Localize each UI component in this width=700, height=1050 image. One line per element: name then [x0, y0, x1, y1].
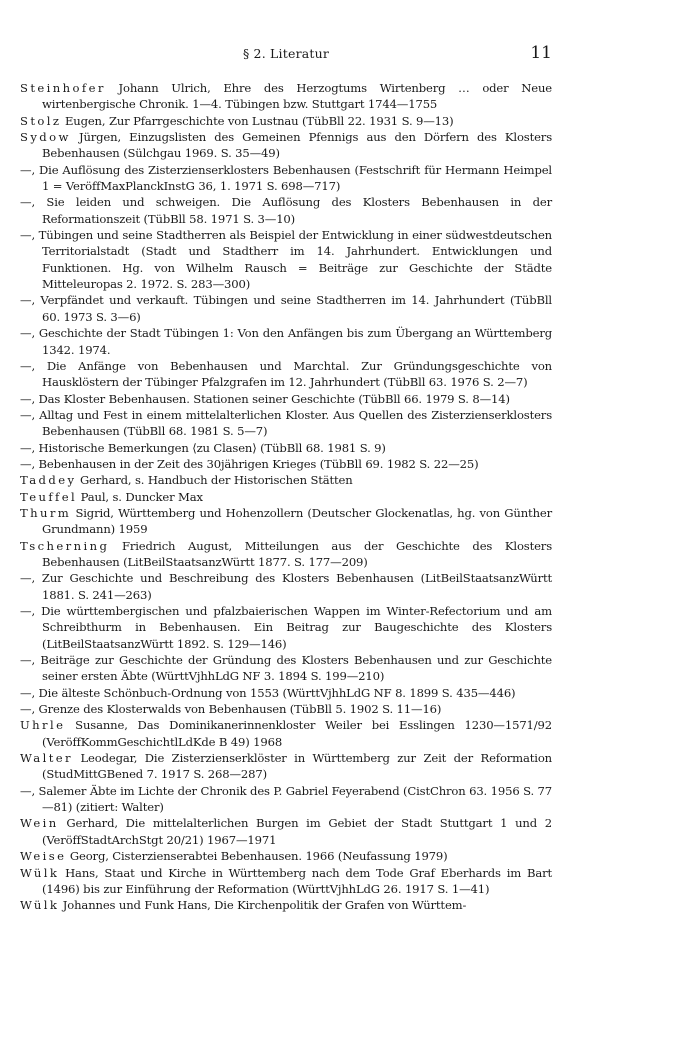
entry-text: Gerhard, Die mittelalterlichen Burgen im Gebiet der Stadt Stuttgart 1 und 2 (VeröffStadtArchStgt 20/21) 1967—1971 [42, 816, 552, 847]
entry-text: —, Geschichte der Stadt Tübingen 1: Von den Anfängen bis zum Übergang an Württemberg 1342. 1974. [20, 326, 552, 357]
entry-text: —, Salemer Äbte im Lichte der Chronik des P. Gabriel Feyerabend (CistChron 63. 1956 S. 77—81) (zitiert: Walter) [20, 783, 552, 815]
bibliography-entry [20, 848, 552, 864]
page-header [20, 43, 552, 70]
entry-text: Sigrid, Württemberg und Hohenzollern (Deutscher Glockenatlas, hg. von Günther Grundmann) 1959 [42, 505, 552, 537]
entry-text: Friedrich August, Mitteilungen aus der Geschichte des Klosters Bebenhausen (LitBeilStaatsanzWürtt 1877. S. 177—209) [42, 538, 552, 569]
entry-author: Teuffel [20, 489, 78, 504]
entry-text: —, Beiträge zur Geschichte der Gründung des Klosters Bebenhausen und zur Geschichte seiner ersten Äbte (WürttVjhhLdG NF 3. 1894 S. 199—210) [20, 653, 552, 684]
entry-text: —, Sie leiden und schweigen. Die Auflösung des Klosters Bebenhausen in der Reformationszeit (TübBll 58. 1971 S. 3—10) [20, 195, 552, 226]
entry-text: —, Die württembergischen und pfalzbaierischen Wappen im Winter-Refectorium und am Schreibthurm in Bebenhausen. Ein Beitrag zur Baugeschichte des Klosters (LitBeilStaatsanzWürtt 1892. S. 129—146) [20, 604, 552, 651]
bibliography-entry [20, 505, 552, 538]
entry-author: Walter [20, 751, 73, 766]
entry-text: Jürgen, Einzugslisten des Gemeinen Pfennigs aus den Dörfern des Klosters Bebenhausen (Sülchgau 1969. S. 35—49) [42, 130, 552, 161]
bibliography-entry [20, 456, 552, 472]
entry-text: —, Die Anfänge von Bebenhausen und Marchtal. Zur Gründungsgeschichte von Hausklöstern der Tübinger Pfalzgrafen im 12. Jahrhundert (TübBll 63. 1976 S. 2—7) [20, 358, 552, 390]
entry-author: Uhrle [20, 718, 66, 733]
bibliography-entry [20, 325, 552, 358]
entry-author: Steinhofer [20, 81, 106, 95]
bibliography-entry [20, 472, 552, 488]
bibliography-entry [20, 113, 552, 129]
bibliography-entry [20, 897, 552, 913]
bibliography-entry [20, 80, 552, 113]
entry-text: Gerhard, s. Handbuch der Historischen Stätten [76, 473, 353, 488]
entry-text: Georg, Cisterzienserabtei Bebenhausen. 1966 (Neufassung 1979) [66, 849, 448, 864]
entry-author: Sydow [20, 130, 71, 145]
bibliography-entry [20, 292, 552, 325]
bibliography-entry [20, 603, 552, 652]
entry-text: Paul, s. Duncker Max [77, 489, 203, 504]
bibliography-entry [20, 783, 552, 816]
entry-text: —, Alltag und Fest in einem mittelalterlichen Kloster. Aus Quellen des Zisterzienserklosters Bebenhausen (TübBll 68. 1981 S. 5—7) [20, 407, 552, 439]
entry-text: —, Die älteste Schönbuch-Ordnung von 1553 (WürttVjhhLdG NF 8. 1899 S. 435—446) [20, 685, 516, 700]
entry-author: Wülk [20, 865, 60, 880]
bibliography-entry [20, 440, 552, 456]
bibliography-entry [20, 407, 552, 440]
section-title: § 2. Literatur [242, 46, 330, 61]
bibliography-entry [20, 701, 552, 717]
entry-text: Leodegar, Die Zisterzienserklöster in Württemberg zur Zeit der Reformation (StudMittGBened 7. 1917 S. 268—287) [42, 751, 552, 782]
entry-author: Tscherning [20, 538, 110, 553]
entry-text: —, Grenze des Klosterwalds von Bebenhausen (TübBll 5. 1902 S. 11—16) [20, 702, 442, 717]
bibliography-entry [20, 570, 552, 603]
bibliography-entry [20, 717, 552, 750]
bibliography-entry [20, 129, 552, 162]
entry-text: Johannes und Funk Hans, Die Kirchenpolitik der Grafen von Württem- [59, 898, 467, 913]
bibliography-entry [20, 358, 552, 391]
entry-text: —, Die Auflösung des Zisterzienserklosters Bebenhausen (Festschrift für Hermann Heimpel 1 = VeröffMaxPlanckInstG 36, 1. 1971 S. 698—717) [20, 162, 552, 194]
entry-text: —, Historische Bemerkungen ⟨zu Clasen⟩ (TübBll 68. 1981 S. 9) [20, 440, 386, 455]
bibliography-entry [20, 162, 552, 195]
entry-text: —, Das Kloster Bebenhausen. Stationen seiner Geschichte (TübBll 66. 1979 S. 8—14) [20, 391, 510, 406]
bibliography-list [20, 80, 552, 914]
bibliography-entry [20, 538, 552, 571]
entry-author: Wülk [20, 898, 60, 913]
entry-text: Hans, Staat und Kirche in Württemberg nach dem Tode Graf Eberhards im Bart (1496) bis zur Einführung der Reformation (WürttVjhhLdG 26. 1917 S. 1—41) [42, 865, 552, 896]
entry-author: Thurm [20, 505, 72, 520]
entry-text: —, Zur Geschichte und Beschreibung des Klosters Bebenhausen (LitBeilStaatsanzWürtt 1881. S. 241—263) [20, 571, 552, 602]
bibliography-entry [20, 391, 552, 407]
bibliography-entry [20, 685, 552, 701]
entry-author: Wein [20, 816, 59, 831]
page-number: 11 [530, 43, 552, 63]
entry-text: —, Verpfändet und verkauft. Tübingen und seine Stadtherren im 14. Jahrhundert (TübBll 60. 1973 S. 3—6) [20, 293, 552, 324]
entry-author: Stolz [20, 113, 62, 128]
bibliography-entry [20, 227, 552, 292]
entry-text: —, Bebenhausen in der Zeit des 30jährigen Krieges (TübBll 69. 1982 S. 22—25) [20, 456, 479, 471]
entry-text: —, Tübingen und seine Stadtherren als Beispiel der Entwicklung in einer südwestdeutschen Territorialstadt (Stadt und Stadtherr im 14. Jahrhundert. Entwicklungen und Funktionen. Hg. von Wilhelm Rausch = Beiträge zur Geschichte der Städte Mitteleuropas 2. 1972. S. 283—300) [20, 228, 552, 292]
entry-text: Susanne, Das Dominikanerinnenkloster Weiler bei Esslingen 1230—1571/92 (VeröffKommGeschichtlLdKde B 49) 1968 [42, 718, 552, 749]
bibliography-entry [20, 865, 552, 898]
bibliography-entry [20, 652, 552, 685]
bibliography-entry [20, 750, 552, 783]
entry-text: Johann Ulrich, Ehre des Herzogtums Wirtenberg … oder Neue wirtenbergische Chronik. 1—4. Tübingen bzw. Stuttgart 1744—1755 [42, 81, 552, 112]
bibliography-entry [20, 815, 552, 848]
entry-author: Taddey [20, 473, 77, 488]
entry-text: Eugen, Zur Pfarrgeschichte von Lustnau (TübBll 22. 1931 S. 9—13) [61, 113, 454, 128]
bibliography-entry [20, 489, 552, 505]
entry-author: Weise [20, 849, 67, 864]
bibliography-entry [20, 194, 552, 227]
